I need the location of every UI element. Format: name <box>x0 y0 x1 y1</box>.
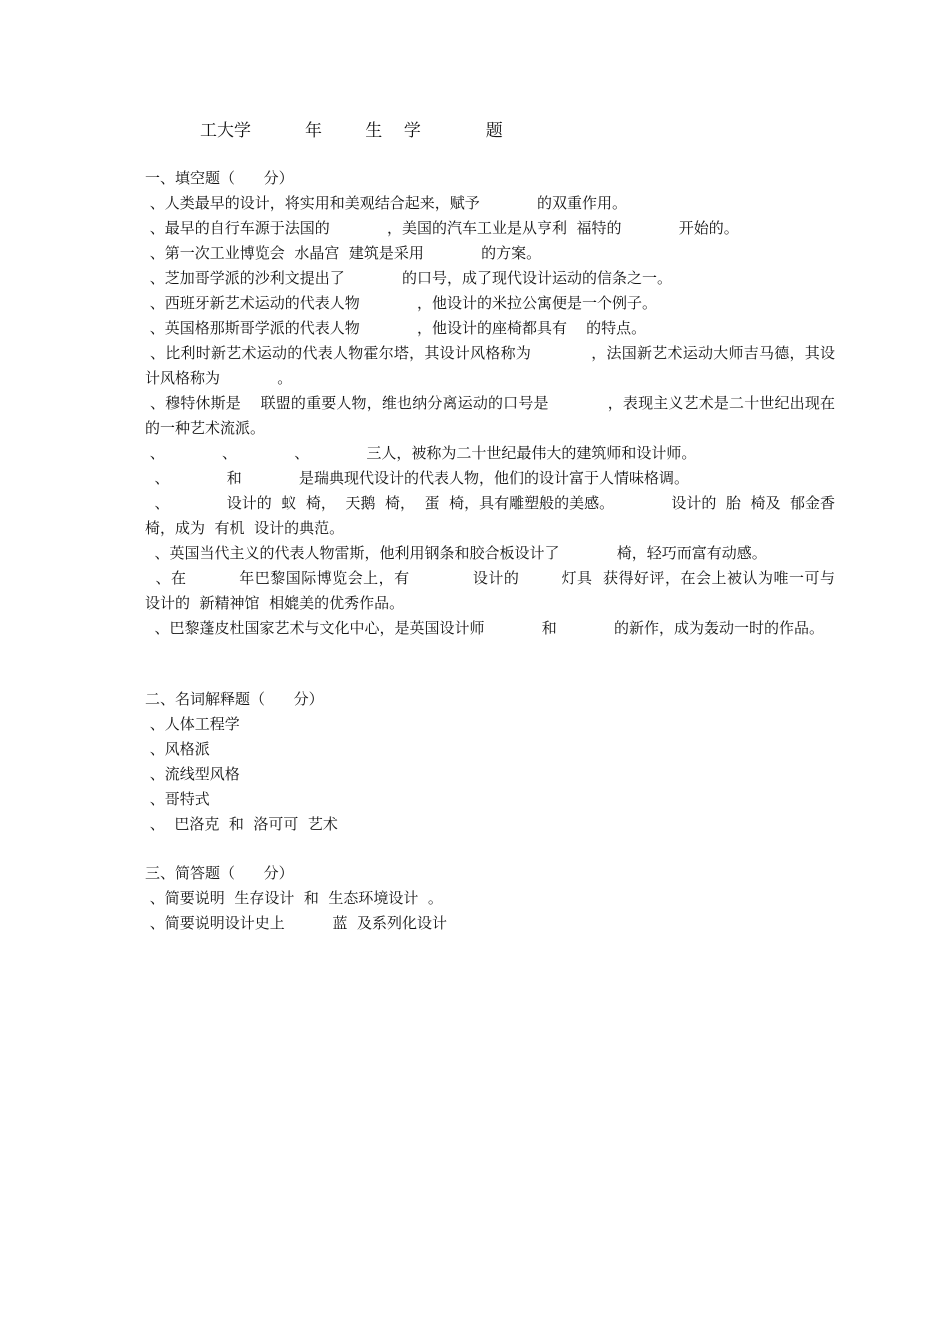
question-item: 、最早的自行车源于法国的 ，美国的汽车工业是从亨利 福特的 开始的。 <box>145 219 739 237</box>
question-item: 、简要说明设计史上 蓝 及系列化设计 <box>145 914 447 932</box>
question-item: 、 巴洛克 和 洛可可 艺术 <box>145 815 338 833</box>
question-item: 、比利时新艺术运动的代表人物霍尔塔，其设计风格称为 ，法国新艺术运动大师吉马德，其设计风格称为 。 <box>145 344 835 387</box>
section-heading: 三、简答题（ 分） <box>145 864 294 882</box>
question-item: 、 、 、 三人，被称为二十世纪最伟大的建筑师和设计师。 <box>145 444 697 462</box>
question-item: 、巴黎蓬皮杜国家艺术与文化中心，是英国设计师 和 的新作，成为轰动一时的作品。 <box>145 619 824 637</box>
question-item: 、人类最早的设计，将实用和美观结合起来，赋予 的双重作用。 <box>145 194 628 212</box>
exam-title: 工大学 年 生 学 题 <box>200 121 503 141</box>
section-heading: 一、填空题（ 分） <box>145 169 294 187</box>
section-heading: 二、名词解释题（ 分） <box>145 690 324 708</box>
question-item: 、人体工程学 <box>145 715 240 733</box>
question-item: 、芝加哥学派的沙利文提出了 的口号，成了现代设计运动的信条之一。 <box>145 269 673 287</box>
section-short-answer <box>145 861 835 936</box>
question-item: 、哥特式 <box>145 790 210 808</box>
question-item: 、穆特休斯是 联盟的重要人物，维也纳分离运动的口号是 ，表现主义艺术是二十世纪出现在 的一种艺术流派。 <box>145 394 893 437</box>
section-fill-in-blank <box>145 166 893 641</box>
question-item: 、英国当代主义的代表人物雷斯，他利用钢条和胶合板设计了 椅，轻巧而富有动感。 <box>145 544 767 562</box>
question-item: 、在 年巴黎国际博览会上，有 设计的 灯具 获得好评，在会上被认为唯一可与 设计的 新精神馆 相媲美的优秀作品。 <box>145 569 893 612</box>
question-item: 、西班牙新艺术运动的代表人物 ，他设计的米拉公寓便是一个例子。 <box>145 294 658 312</box>
question-item: 、 设计的 蚁 椅， 天鹅 椅， 蛋 椅，具有雕塑般的美感。 设计的 胎 椅及 郁金香 椅，成为 有机 设计的典范。 <box>145 494 845 537</box>
question-item: 、简要说明 生存设计 和 生态环境设计 。 <box>145 889 443 907</box>
question-item: 、第一次工业博览会 水晶宫 建筑是采用 的方案。 <box>145 244 542 262</box>
question-item: 、风格派 <box>145 740 210 758</box>
section-term-explanation <box>145 687 835 837</box>
question-item: 、英国格那斯哥学派的代表人物 ，他设计的座椅都具有 的特点。 <box>145 319 647 337</box>
question-item: 、流线型风格 <box>145 765 240 783</box>
question-item: 、 和 是瑞典现代设计的代表人物，他们的设计富于人情味格调。 <box>145 469 689 487</box>
